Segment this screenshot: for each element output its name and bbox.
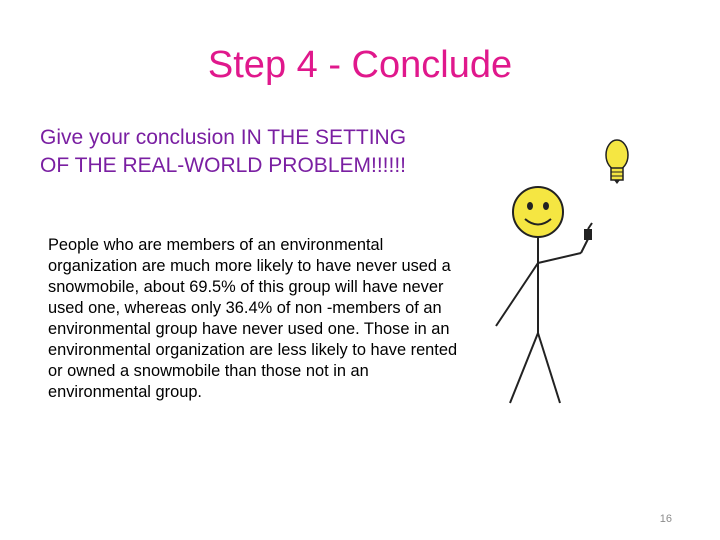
- main-point-text: Give your conclusion IN THE SETTING OF THE REAL-WORLD PROBLEM!!!!!!: [40, 126, 407, 177]
- slide-title: Step 4 - Conclude: [207, 44, 513, 86]
- light-bulb-icon: [606, 140, 628, 184]
- stick-figure-icon: [488, 128, 638, 408]
- page-number: 16: [659, 513, 672, 525]
- conclusion-paragraph: People who are members of an environmental organization are much more likely to have never used a snowmobile, about 69.5% of this group will have never used one, whereas only 36.4% of non -members of an environmental group have never used one. Those in an environmental organization are less likely to have rented or owned a snowmobile than those not in an environmental group.: [48, 236, 458, 401]
- face-icon: [513, 187, 563, 237]
